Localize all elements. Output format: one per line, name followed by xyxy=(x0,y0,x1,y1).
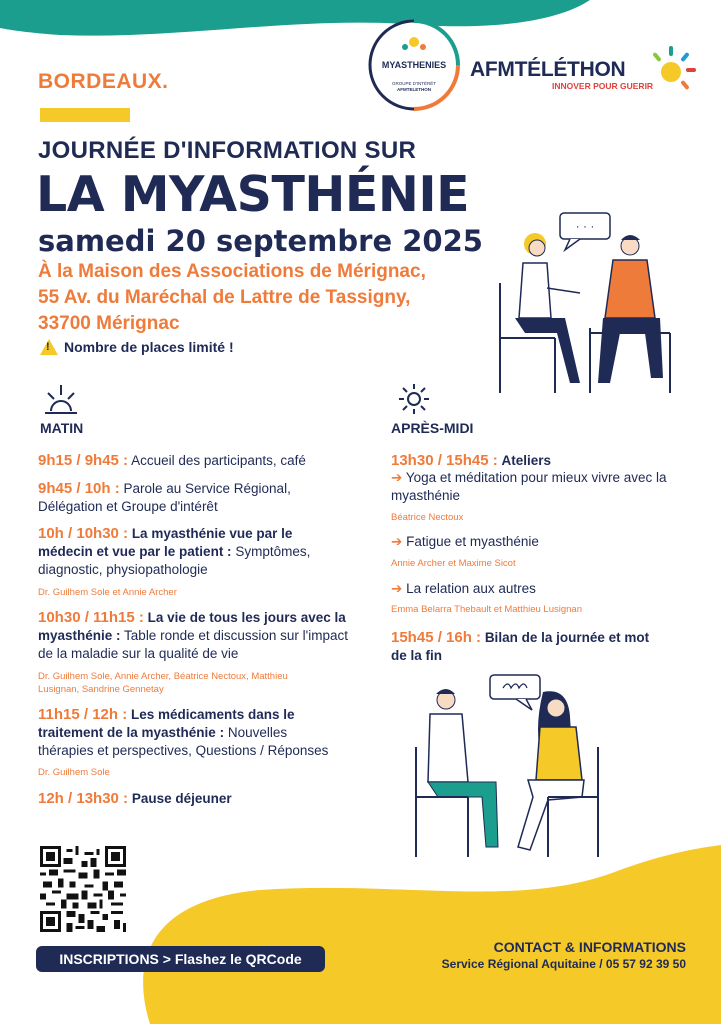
places-notice: ! Nombre de places limité ! xyxy=(40,339,234,355)
myasthenies-logo xyxy=(367,18,461,112)
afternoon-block-2: 15h45 / 16h : Bilan de la journée et mot de la fin xyxy=(391,629,650,663)
workshop-2-speakers: Annie Archer et Maxime Sicot xyxy=(391,558,516,569)
afm-logo-text: AFMTÉLÉTHON xyxy=(470,58,626,81)
svg-text:· · ·: · · · xyxy=(575,219,595,233)
workshop-3: ➔ La relation aux autres xyxy=(391,581,536,596)
address-line-3: 33700 Mérignac xyxy=(38,313,180,334)
contact-line: Service Régional Aquitaine / 05 57 92 39 50 xyxy=(441,957,686,971)
morning-item-2: 9h45 / 10h : Parole au Service Régional, Délégation et Groupe d'intérêt xyxy=(38,480,291,514)
sun-icon xyxy=(398,383,430,415)
morning-item-5-speakers: Dr. Guilhem Sole xyxy=(38,767,110,778)
address-line-2: 55 Av. du Maréchal de Lattre de Tassigny, xyxy=(38,287,411,308)
afm-logo xyxy=(470,44,700,96)
myasthenies-logo-sub1: GROUPE D'INTÉRÊT xyxy=(391,81,437,86)
myasthenies-logo-text: MYASTHENIES xyxy=(381,60,447,70)
warning-icon xyxy=(40,339,58,355)
morning-item-6: 12h / 13h30 : Pause déjeuner xyxy=(38,790,232,807)
event-title: LA MYASTHÉNIE xyxy=(36,166,470,223)
illustration-conversation-bottom xyxy=(408,672,608,864)
registration-button[interactable]: INSCRIPTIONS > Flashez le QRCode xyxy=(36,946,325,972)
morning-item-1: 9h15 / 9h45 : Accueil des participants, café xyxy=(38,452,306,469)
workshop-3-speakers: Emma Belarra Thebault et Matthieu Lusignan xyxy=(391,604,582,615)
event-date: samedi 20 septembre 2025 xyxy=(38,224,483,258)
qr-code[interactable] xyxy=(40,846,126,932)
morning-item-4: 10h30 / 11h15 : La vie de tous les jours avec la myasthénie : Table ronde et discussion sur l'impact de la maladie sur la qualité de vie xyxy=(38,609,348,661)
afm-logo-tagline: INNOVER POUR GUERIR xyxy=(552,81,654,91)
afternoon-block-1: 13h30 / 15h45 : Ateliers xyxy=(391,452,552,469)
workshop-1: ➔ Yoga et méditation pour mieux vivre avec la myasthénie xyxy=(391,470,667,503)
event-subtitle: JOURNÉE D'INFORMATION SUR xyxy=(38,137,417,164)
arrow-right-icon: ➔ xyxy=(391,470,403,485)
city-label: BORDEAUX. xyxy=(38,70,169,93)
morning-item-5: 11h15 / 12h : Les médicaments dans le traitement de la myasthénie : Nouvelles thérapies et perspectives, Questions / Réponses xyxy=(38,706,329,758)
afternoon-label: APRÈS-MIDI xyxy=(391,420,474,436)
address-line-1: À la Maison des Associations de Mérignac, xyxy=(38,261,426,282)
morning-item-4-speakers: Dr. Guilhem Sole, Annie Archer, Béatrice Nectoux, Matthieu Lusignan, Sandrine Gennetay xyxy=(38,671,288,695)
accent-bar xyxy=(40,108,130,122)
sunrise-icon xyxy=(43,383,79,415)
afm-sun-icon xyxy=(653,44,697,96)
morning-item-3-speakers: Dr. Guilhem Sole et Annie Archer xyxy=(38,587,177,598)
contact-title: CONTACT & INFORMATIONS xyxy=(493,939,686,955)
morning-item-3: 10h / 10h30 : La myasthénie vue par le médecin et vue par le patient : Symptômes, diagnostic, physiopathologie xyxy=(38,525,311,577)
arrow-right-icon: ➔ xyxy=(391,534,403,549)
illustration-conversation-top xyxy=(485,208,685,400)
workshop-2: ➔ Fatigue et myasthénie xyxy=(391,534,539,549)
arrow-right-icon: ➔ xyxy=(391,581,403,596)
morning-label: MATIN xyxy=(40,420,84,436)
myasthenies-logo-sub2: AFMTELETHON xyxy=(397,87,431,92)
workshop-1-speakers: Béatrice Nectoux xyxy=(391,512,464,523)
